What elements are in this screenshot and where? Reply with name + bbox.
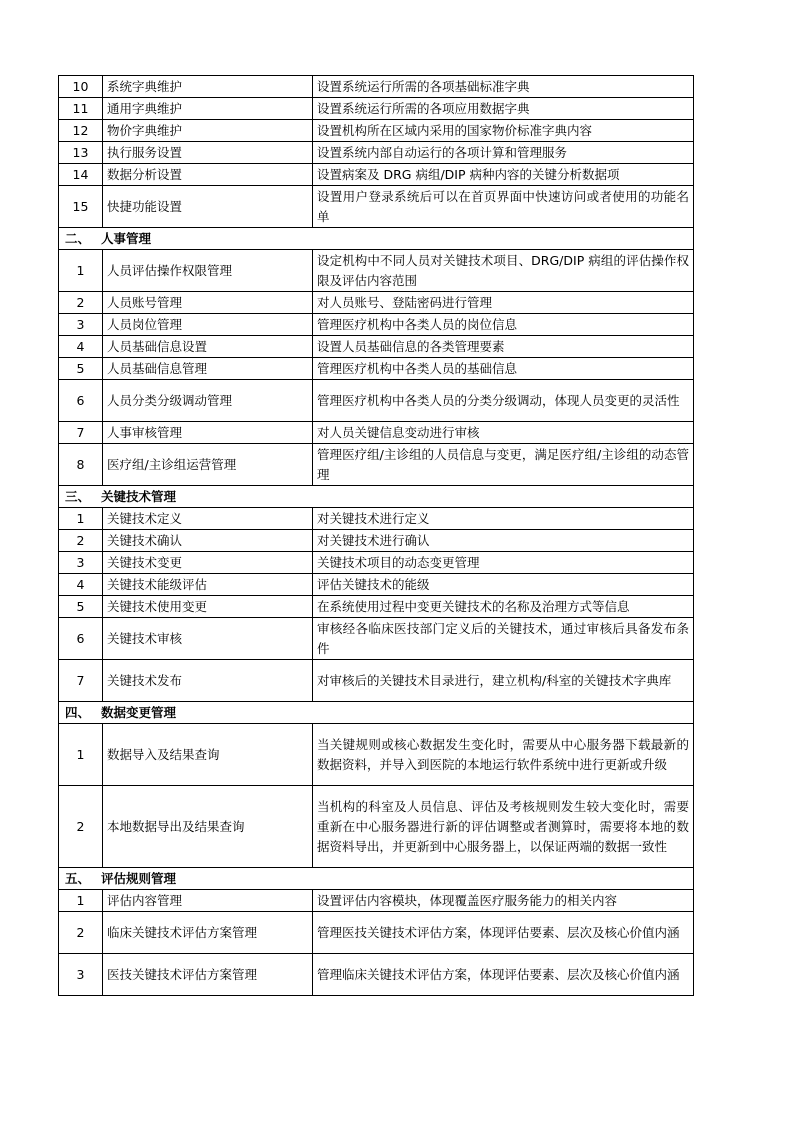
table-row [59, 164, 694, 186]
feature-name: 人员基础信息设置 [103, 336, 313, 358]
row-number: 15 [59, 186, 103, 228]
feature-name: 人员分类分级调动管理 [103, 380, 313, 422]
section-header [59, 228, 694, 250]
table-row [59, 552, 694, 574]
row-number: 1 [59, 724, 103, 786]
table-row [59, 358, 694, 380]
table-row [59, 292, 694, 314]
feature-description: 管理医疗机构中各类人员的分类分级调动，体现人员变更的灵活性 [313, 380, 694, 422]
feature-name: 快捷功能设置 [103, 186, 313, 228]
feature-name: 人事审核管理 [103, 422, 313, 444]
section-title: 人事管理 [101, 230, 152, 246]
feature-name: 人员账号管理 [103, 292, 313, 314]
feature-table [58, 75, 694, 996]
table-row [59, 530, 694, 552]
section-header [59, 868, 694, 890]
row-number: 2 [59, 912, 103, 954]
feature-description: 设置机构所在区域内采用的国家物价标准字典内容 [313, 120, 694, 142]
feature-description: 管理医疗机构中各类人员的基础信息 [313, 358, 694, 380]
feature-description: 设置人员基础信息的各类管理要素 [313, 336, 694, 358]
feature-description: 对审核后的关键技术目录进行，建立机构/科室的关键技术字典库 [313, 660, 694, 702]
table-row [59, 120, 694, 142]
feature-description: 当机构的科室及人员信息、评估及考核规则发生较大变化时，需要重新在中心服务器进行新的评估调整或者测算时，需要将本地的数据资料导出，并更新到中心服务器上，以保证两端的数据一致性 [313, 786, 694, 868]
feature-description: 对人员关键信息变动进行审核 [313, 422, 694, 444]
feature-name: 数据分析设置 [103, 164, 313, 186]
section-header [59, 486, 694, 508]
table-row [59, 574, 694, 596]
section-title: 数据变更管理 [101, 704, 177, 720]
feature-description: 评估关键技术的能级 [313, 574, 694, 596]
feature-name: 评估内容管理 [103, 890, 313, 912]
section-title-cell [59, 486, 694, 508]
feature-description: 设置系统运行所需的各项基础标准字典 [313, 76, 694, 98]
feature-description: 审核经各临床医技部门定义后的关键技术，通过审核后具备发布条件 [313, 618, 694, 660]
feature-description: 当关键规则或核心数据发生变化时，需要从中心服务器下载最新的数据资料，并导入到医院的本地运行软件系统中进行更新或升级 [313, 724, 694, 786]
feature-name: 本地数据导出及结果查询 [103, 786, 313, 868]
feature-description: 对人员账号、登陆密码进行管理 [313, 292, 694, 314]
table-row [59, 186, 694, 228]
row-number: 7 [59, 660, 103, 702]
table-row [59, 786, 694, 868]
section-number: 二、 [65, 230, 91, 246]
feature-name: 通用字典维护 [103, 98, 313, 120]
feature-table-body [59, 76, 694, 996]
feature-name: 执行服务设置 [103, 142, 313, 164]
feature-description: 对关键技术进行定义 [313, 508, 694, 530]
feature-name: 关键技术确认 [103, 530, 313, 552]
row-number: 6 [59, 618, 103, 660]
feature-name: 人员基础信息管理 [103, 358, 313, 380]
table-row [59, 380, 694, 422]
feature-description: 设定机构中不同人员对关键技术项目、DRG/DIP 病组的评估操作权限及评估内容范围 [313, 250, 694, 292]
row-number: 3 [59, 954, 103, 996]
feature-description: 关键技术项目的动态变更管理 [313, 552, 694, 574]
feature-name: 关键技术能级评估 [103, 574, 313, 596]
table-row [59, 618, 694, 660]
table-row [59, 336, 694, 358]
row-number: 1 [59, 508, 103, 530]
table-row [59, 76, 694, 98]
row-number: 2 [59, 786, 103, 868]
feature-name: 临床关键技术评估方案管理 [103, 912, 313, 954]
feature-name: 物价字典维护 [103, 120, 313, 142]
feature-name: 关键技术定义 [103, 508, 313, 530]
section-title: 关键技术管理 [101, 488, 177, 504]
table-row [59, 422, 694, 444]
row-number: 14 [59, 164, 103, 186]
table-row [59, 912, 694, 954]
table-row [59, 98, 694, 120]
row-number: 7 [59, 422, 103, 444]
row-number: 10 [59, 76, 103, 98]
row-number: 1 [59, 890, 103, 912]
feature-description: 管理医技关键技术评估方案，体现评估要素、层次及核心价值内涵 [313, 912, 694, 954]
feature-description: 设置病案及 DRG 病组/DIP 病种内容的关键分析数据项 [313, 164, 694, 186]
feature-name: 医疗组/主诊组运营管理 [103, 444, 313, 486]
feature-description: 在系统使用过程中变更关键技术的名称及治理方式等信息 [313, 596, 694, 618]
feature-name: 系统字典维护 [103, 76, 313, 98]
feature-description: 设置系统内部自动运行的各项计算和管理服务 [313, 142, 694, 164]
row-number: 8 [59, 444, 103, 486]
row-number: 5 [59, 596, 103, 618]
feature-name: 关键技术变更 [103, 552, 313, 574]
feature-description: 设置系统运行所需的各项应用数据字典 [313, 98, 694, 120]
section-title: 评估规则管理 [101, 870, 177, 886]
feature-name: 人员岗位管理 [103, 314, 313, 336]
table-row [59, 724, 694, 786]
table-row [59, 660, 694, 702]
section-header [59, 702, 694, 724]
section-number: 四、 [65, 704, 91, 720]
feature-name: 关键技术使用变更 [103, 596, 313, 618]
table-row [59, 508, 694, 530]
feature-description: 对关键技术进行确认 [313, 530, 694, 552]
table-row [59, 596, 694, 618]
table-row [59, 142, 694, 164]
section-title-cell [59, 868, 694, 890]
feature-name: 人员评估操作权限管理 [103, 250, 313, 292]
table-row [59, 250, 694, 292]
row-number: 1 [59, 250, 103, 292]
feature-description: 设置评估内容模块，体现覆盖医疗服务能力的相关内容 [313, 890, 694, 912]
row-number: 2 [59, 530, 103, 552]
feature-name: 医技关键技术评估方案管理 [103, 954, 313, 996]
row-number: 5 [59, 358, 103, 380]
feature-description: 管理医疗组/主诊组的人员信息与变更，满足医疗组/主诊组的动态管理 [313, 444, 694, 486]
row-number: 3 [59, 314, 103, 336]
row-number: 4 [59, 574, 103, 596]
feature-description: 设置用户登录系统后可以在首页界面中快速访问或者使用的功能名单 [313, 186, 694, 228]
row-number: 13 [59, 142, 103, 164]
section-title-cell [59, 702, 694, 724]
row-number: 12 [59, 120, 103, 142]
table-row [59, 444, 694, 486]
table-row [59, 314, 694, 336]
row-number: 6 [59, 380, 103, 422]
row-number: 3 [59, 552, 103, 574]
section-number: 三、 [65, 488, 91, 504]
section-title-cell [59, 228, 694, 250]
feature-name: 数据导入及结果查询 [103, 724, 313, 786]
row-number: 11 [59, 98, 103, 120]
table-row [59, 890, 694, 912]
table-row [59, 954, 694, 996]
feature-name: 关键技术审核 [103, 618, 313, 660]
row-number: 4 [59, 336, 103, 358]
feature-name: 关键技术发布 [103, 660, 313, 702]
section-number: 五、 [65, 870, 91, 886]
feature-description: 管理临床关键技术评估方案，体现评估要素、层次及核心价值内涵 [313, 954, 694, 996]
row-number: 2 [59, 292, 103, 314]
feature-description: 管理医疗机构中各类人员的岗位信息 [313, 314, 694, 336]
